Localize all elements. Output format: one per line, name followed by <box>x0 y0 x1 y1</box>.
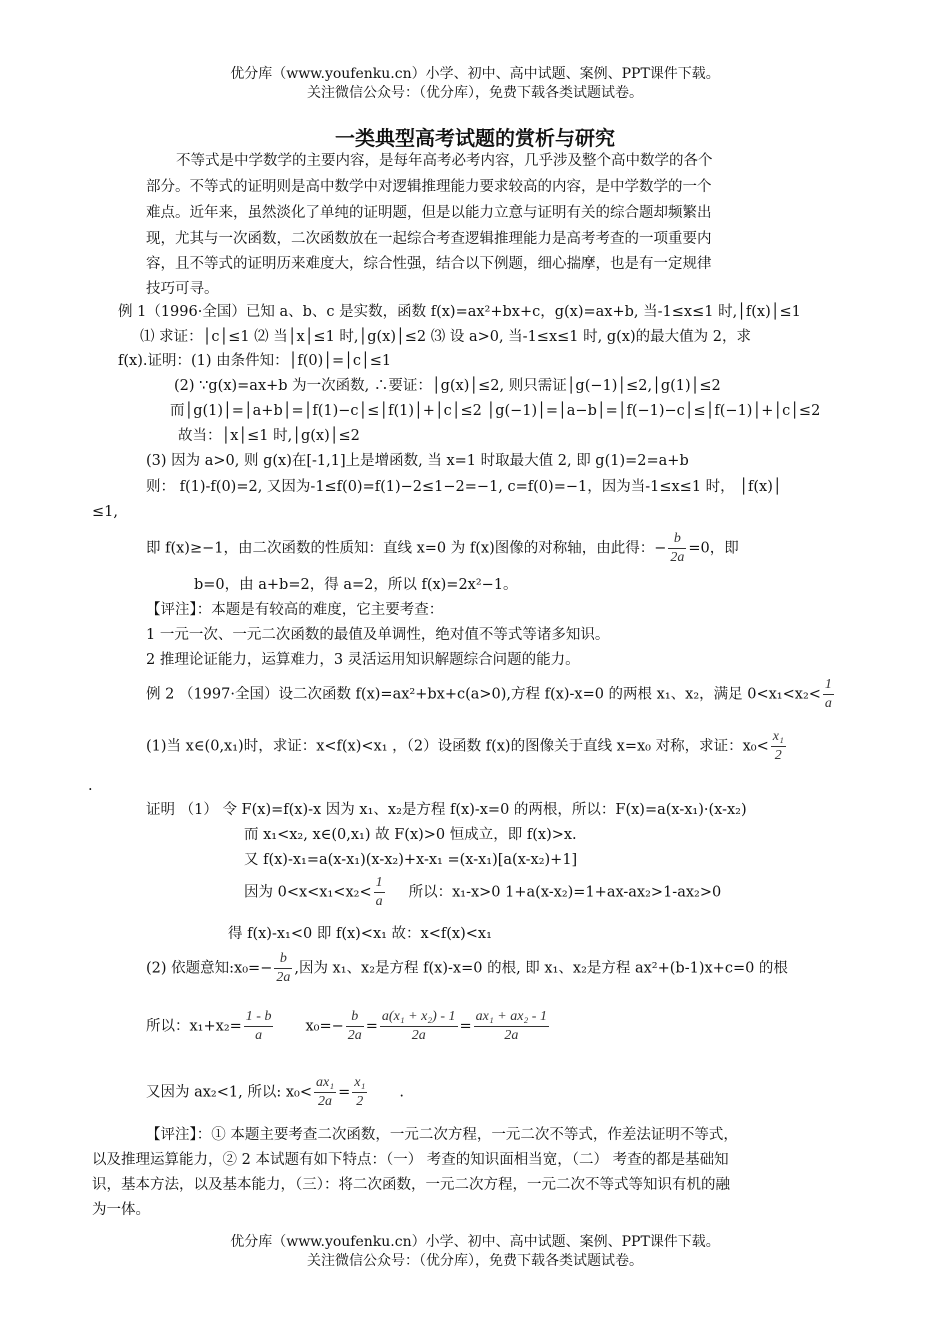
example2-proof-1e: 得 f(x)-x₁<0 即 f(x)<x₁ 故：x<f(x)<x₁ <box>228 926 492 942</box>
fraction: $\frac{\text{x₁}}{2}$ <box>772 729 784 763</box>
example2-proof-2: (2) 依题意知:x₀=− $\frac{b}{2a}$ ,因为 x₁、x₂是方程 f(x)-x=0 的根, 即 x₁、x₂是方程 ax²+(b-1)x+c=0 的根 <box>146 951 788 985</box>
fraction: $\frac{\text{ax₁ + ax₂ - 1}}{2a}$ <box>475 1009 547 1043</box>
stray-period: . <box>88 778 93 794</box>
fraction: $\frac{1}{a}$ <box>375 875 383 909</box>
fraction: $\frac{1}{a}$ <box>824 677 832 711</box>
header-line-2: 关注微信公众号：（优分库），免费下载各类试题试卷。 <box>307 85 643 101</box>
intro-line: 不等式是中学数学的主要内容，是每年高考必考内容，几乎涉及整个高中数学的各个 <box>176 153 713 169</box>
fraction: $\frac{b}{2a}$ <box>276 951 291 985</box>
comment-line: 以及推理运算能力，② 2 本试题有如下特点：（一） 考查的知识面相当宽，（二） 考查的都是基础知 <box>92 1152 729 1168</box>
intro-line: 现，尤其与一次函数，二次函数放在一起综合考查逻辑推理能力是高考考查的一项重要内 <box>146 231 712 247</box>
example1-statement: 例 1（1996·全国）已知 a、b、c 是实数，函数 f(x)=ax²+bx+c，g(x)=ax+b, 当-1≤x≤1 时,│f(x)│≤1 <box>118 304 801 320</box>
example2-statement: 例 2 （1997·全国）设二次函数 f(x)=ax²+bx+c(a>0),方程 f(x)-x=0 的两根 x₁、x₂，满足 0<x₁<x₂< $\frac{1}{a}$ <box>146 677 832 711</box>
fraction: $\frac{1 - b}{a}$ <box>245 1009 272 1043</box>
example1-note-2: 2 推理论证能力，运算难力，3 灵活运用知识解题综合问题的能力。 <box>146 652 580 668</box>
example1-proof-3d: 即 f(x)≥−1，由二次函数的性质知：直线 x=0 为 f(x)图像的对称轴，由此得：− $\frac{b}{2a}$ =0，即 <box>146 531 739 565</box>
fraction: $\frac{b}{2a}$ <box>347 1009 362 1043</box>
footer-line-2: 关注微信公众号：（优分库），免费下载各类试题试卷。 <box>307 1253 643 1269</box>
intro-line: 技巧可寻。 <box>146 281 219 297</box>
intro-line: 难点。近年来，虽然淡化了单纯的证明题，但是以能力立意与证明有关的综合题却频繁出 <box>146 205 712 221</box>
example2-proof-1b: 而 x₁<x₂, x∈(0,x₁) 故 F(x)>0 恒成立，即 f(x)>x. <box>244 827 577 843</box>
footer-line-1: 优分库（www.youfenku.cn）小学、初中、高中试题、案例、PPT课件下载。 <box>230 1234 720 1250</box>
header-line-1: 优分库（www.youfenku.cn）小学、初中、高中试题、案例、PPT课件下载。 <box>230 66 720 82</box>
example2-proof-1c: 又 f(x)-x₁=a(x-x₁)(x-x₂)+x-x₁ =(x-x₁)[a(x-x₂)+1] <box>244 852 578 868</box>
example1-proof-3: (3) 因为 a>0, 则 g(x)在[-1,1]上是增函数, 当 x=1 时取最大值 2, 即 g(1)=2=a+b <box>146 453 689 469</box>
example1-proof-1: f(x).证明：(1) 由条件知：│f(0)│=│c│≤1 <box>118 353 392 369</box>
example2-proof-2b: 所以：x₁+x₂= $\frac{1 - b}{a}$ x₀=− $\frac{b}{2a}$ = $\frac{\text{a(x₁ + x₂) - 1}}{2a}$ = $\frac{\text{ax₁ + ax₂ - 1}}{2a}$ <box>146 1009 547 1043</box>
comment-line: 为一体。 <box>92 1202 150 1218</box>
example1-note-1: 1 一元一次、一元二次函数的最值及单调性，绝对值不等式等诸多知识。 <box>146 627 610 643</box>
example1-proof-3b: 则： f(1)-f(0)=2, 又因为-1≤f(0)=f(1)−2≤1−2=−1, c=f(0)=−1，因为当-1≤x≤1 时， │f(x)│ <box>146 479 782 495</box>
example1-proof-2c: 故当：│x│≤1 时,│g(x)│≤2 <box>178 428 360 444</box>
fraction: $\frac{\text{x₁}}{2}$ <box>354 1075 366 1109</box>
example1-result: b=0，由 a+b=2，得 a=2，所以 f(x)=2x²−1。 <box>194 577 518 593</box>
example1-proof-2: (2) ∵g(x)=ax+b 为一次函数, ∴要证：│g(x)│≤2, 则只需证│g(−1)│≤2,│g(1)│≤2 <box>174 378 721 394</box>
intro-line: 容，且不等式的证明历来难度大，综合性强，结合以下例题，细心揣摩，也是有一定规律 <box>146 256 712 272</box>
example2-questions: (1)当 x∈(0,x₁)时，求证：x<f(x)<x₁ ，（2）设函数 f(x)的图像关于直线 x=x₀ 对称，求证：x₀< $\frac{\text{x₁}}{2}$ <box>146 729 784 763</box>
example1-proof-2b: 而│g(1)│=│a+b│=│f(1)−c│≤│f(1)│+│c│≤2 │g(−1)│=│a−b│=│f(−1)−c│≤│f(−1)│+│c│≤2 <box>170 403 821 419</box>
fraction: $\frac{\text{a(x₁ + x₂) - 1}}{2a}$ <box>381 1009 456 1043</box>
comment-line: 识，基本方法，以及基本能力，（三）：将二次函数，一元二次方程，一元二次不等式等知识有机的融 <box>92 1177 730 1193</box>
comment-line: 【评注】：① 本题主要考查二次函数，一元二次方程，一元二次不等式，作差法证明不等式， <box>146 1127 738 1143</box>
example2-proof-2c: 又因为 ax₂<1, 所以: x₀< $\frac{\text{ax₁}}{2a}$ = $\frac{\text{x₁}}{2}$ . <box>146 1075 404 1109</box>
fraction: $\frac{\text{ax₁}}{2a}$ <box>315 1075 335 1109</box>
page-title: 一类典型高考试题的赏析与研究 <box>335 126 615 150</box>
example1-note-title: 【评注】：本题是有较高的难度，它主要考查： <box>146 602 444 618</box>
example2-proof-1d: 因为 0<x<x₁<x₂< $\frac{1}{a}$ 所以：x₁-x>0 1+a(x-x₂)=1+ax-ax₂>1-ax₂>0 <box>244 875 722 909</box>
intro-line: 部分。不等式的证明则是高中数学中对逻辑推理能力要求较高的内容，是中学数学的一个 <box>146 179 712 195</box>
example2-proof-1: 证明 （1） 令 F(x)=f(x)-x 因为 x₁、x₂是方程 f(x)-x=0 的两根，所以：F(x)=a(x-x₁)·(x-x₂) <box>146 802 747 818</box>
fraction: $\frac{b}{2a}$ <box>670 531 685 565</box>
example1-proof-3c: ≤1, <box>92 504 118 520</box>
example1-questions: ⑴ 求证：│c│≤1 ⑵ 当│x│≤1 时,│g(x)│≤2 ⑶ 设 a>0, 当-1≤x≤1 时, g(x)的最大值为 2，求 <box>140 329 751 345</box>
